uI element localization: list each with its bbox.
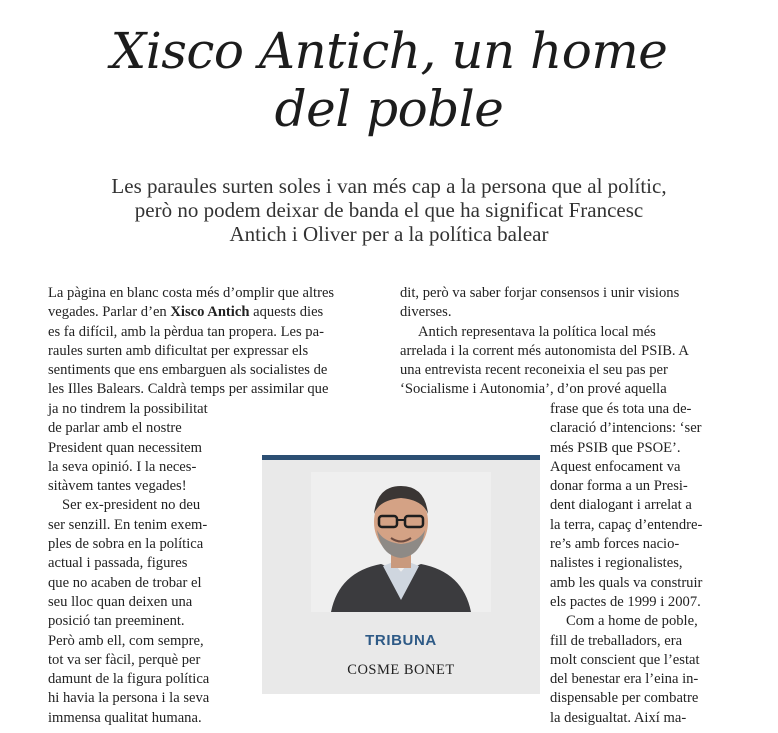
- body-column-left-bottom: [48, 400, 258, 728]
- body-line: Aquest enfocament va: [550, 458, 681, 475]
- body-line: [48, 303, 388, 322]
- body-line: immensa qualitat humana.: [48, 709, 202, 726]
- bold-name: Xisco Antich: [170, 304, 250, 321]
- body-line: els pactes de 1999 i 2007.: [550, 593, 701, 610]
- body-line: ja no tindrem la possibilitat: [48, 401, 208, 417]
- body-line: tot va ser fàcil, perquè per: [48, 651, 201, 668]
- body-line: la desigualtat. Així ma-: [550, 709, 687, 726]
- body-line: la terra, capaç d’entendre-: [550, 516, 703, 533]
- body-line: amb les quals va construir: [550, 574, 703, 591]
- section-tag: TRIBUNA: [365, 632, 437, 649]
- article-headline: [0, 22, 778, 138]
- body-line: ser senzill. En tenim exem-: [48, 516, 208, 533]
- body-line: nalistes i regionalistes,: [550, 555, 683, 572]
- body-line: dispensable per combatre: [550, 690, 699, 707]
- body-line: dit, però va saber forjar consensos i unir visions: [400, 285, 680, 301]
- body-line: donar forma a un Presi-: [550, 478, 688, 495]
- body-line: molt conscient que l’estat: [550, 651, 700, 668]
- headline-line-2: del poble: [274, 80, 504, 138]
- body-line: Ser ex-president no deu: [62, 497, 201, 514]
- body-line: President quan necessitem: [48, 439, 203, 456]
- subhead-line-1: Les paraules surten soles i van més cap a la persona que al polític,: [111, 174, 667, 198]
- body-line: frase que és tota una de-: [550, 401, 692, 417]
- body-line: raules surten amb dificultat per expressar els: [48, 342, 309, 359]
- body-line: damunt de la figura política: [48, 671, 210, 688]
- subhead-line-3: Antich i Oliver per a la política balear: [229, 222, 549, 246]
- body-line: Antich representava la política local més: [418, 323, 656, 340]
- body-line: sitàvem tantes vegades!: [48, 478, 187, 495]
- body-line: més PSIB que PSOE’.: [550, 439, 681, 456]
- body-column-left-top: [48, 284, 388, 400]
- body-line: de parlar amb el nostre: [48, 420, 182, 437]
- body-line: re’s amb forces nacio-: [550, 536, 680, 553]
- body-line: les Illes Balears. Caldrà temps per assimilar que: [48, 381, 329, 398]
- author-photo: [311, 472, 491, 612]
- body-line: ‘Socialisme i Autonomia’, d’on prové aquella: [400, 381, 667, 398]
- body-line: actual i passada, figures: [48, 555, 188, 572]
- body-line: una entrevista recent reconeixia el seu pas per: [400, 362, 668, 379]
- body-line: claració d’intencions: ‘ser: [550, 420, 702, 437]
- tribuna-box: [262, 455, 540, 694]
- body-line: que no acaben de trobar el: [48, 574, 202, 591]
- body-column-right-bottom: [550, 400, 750, 728]
- body-line: La pàgina en blanc costa més d’omplir que altres: [48, 285, 335, 301]
- body-line: diverses.: [400, 304, 452, 321]
- subhead-line-2: però no podem deixar de banda el que ha significat Francesc: [134, 198, 644, 222]
- body-line: la seva opinió. I la neces-: [48, 458, 197, 475]
- body-line: es fa difícil, amb la pèrdua tan propera. Les pa-: [48, 323, 324, 340]
- body-line: ples de sobra en la política: [48, 536, 204, 553]
- body-line: Com a home de poble,: [566, 613, 698, 630]
- body-line: arrelada i la corrent més autonomista del PSIB. A: [400, 342, 689, 359]
- body-column-right-top: [400, 284, 730, 400]
- headline-line-1: Xisco Antich, un home: [110, 22, 668, 80]
- body-line: sentiments que ens embarguen als socialistes de: [48, 362, 328, 379]
- body-line: hi havia la persona i la seva: [48, 690, 210, 707]
- body-text: vegades. Parlar d’en: [48, 304, 167, 321]
- author-name: COSME BONET: [347, 662, 455, 678]
- body-line: del benestar era l’eina in-: [550, 671, 699, 688]
- body-line: Però amb ell, com sempre,: [48, 632, 204, 649]
- body-line: dent dialogant i arrelat a: [550, 497, 692, 514]
- body-line: seu lloc quan deixen una: [48, 593, 193, 610]
- body-text: aquests dies: [253, 304, 324, 321]
- author-portrait: [311, 472, 491, 612]
- body-line: fill de treballadors, era: [550, 632, 683, 649]
- body-line: posició tan preeminent.: [48, 613, 185, 630]
- article-subhead: [40, 174, 738, 246]
